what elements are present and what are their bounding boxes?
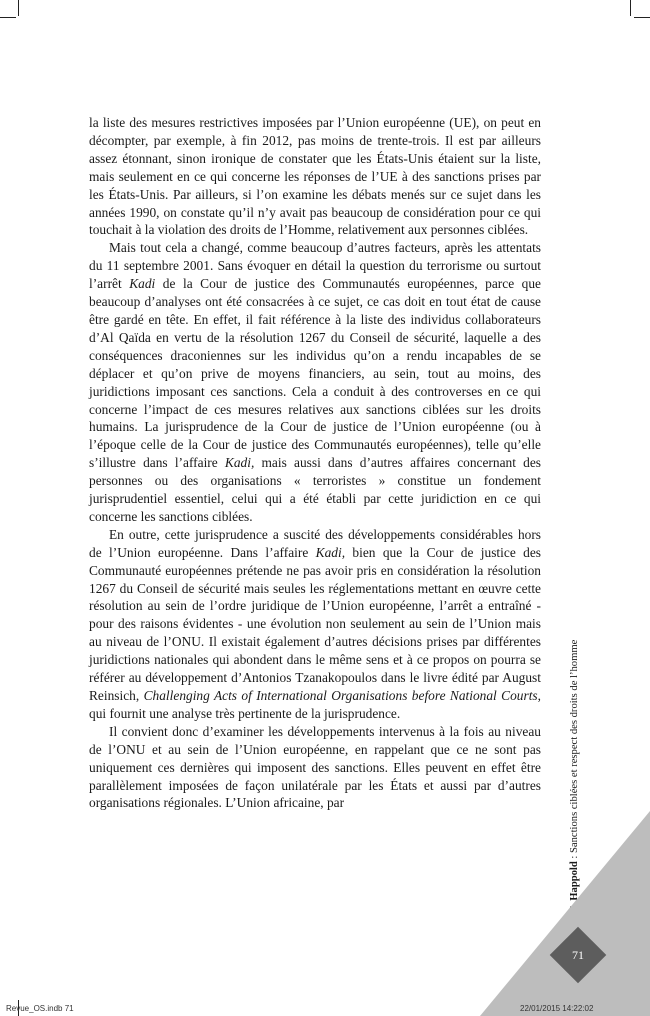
running-title-text: Sanctions ciblées et respect des droits de l’homme bbox=[569, 639, 580, 853]
corner-decoration bbox=[480, 811, 650, 1016]
text-run: , qui fournit une analyse très pertinente de la jurisprudence. bbox=[89, 688, 541, 721]
text-run: Il convient donc d’examiner les développements intervenus à la fois au niveau de l’ONU et au sein de l’Union européenne, en rappelant que ce ne sont pas uniquement ces dernières qui imposent des sanctions. Elles peuvent en effet être parallèlement imposées de façon unilatérale par les États et aussi par d’autres organisations régionales. L’Union africaine, par bbox=[89, 723, 541, 811]
crop-mark-top-left bbox=[18, 0, 19, 16]
text-run: bien que la Cour de justice des Communauté européennes prétende ne pas avoir pris en considération la résolution 1267 du Conseil de sécurité mais seules les réglementations mettant en œuvre cette résolution au sein de l’ordre juridique de l’Union européenne, l’arrêt a entraîné - pour des raisons évidentes - une évolution non seulement au sein de l’Union mais au niveau de l’ONU. Il existait également d’autres décisions prises par différentes juridictions nationales qui abondent dans le même sens et à ce propos on pourra se référer au développement d’Antonios Tzanakopoulos dans le livre édité par August Reinsich, bbox=[89, 544, 541, 703]
paragraph bbox=[89, 239, 541, 526]
italic-run: Kadi bbox=[129, 276, 156, 292]
paragraph bbox=[89, 526, 541, 723]
print-footer-right: 22/01/2015 14:22:02 bbox=[520, 1004, 594, 1013]
text-run: la liste des mesures restrictives imposées par l’Union européenne (UE), on peut en décompter, par exemple, à fin 2012, pas moins de trente-trois. Il est par ailleurs assez étonnant, sinon ironique de constater que les États-Unis étaient sur la liste, mais seulement en ce qui concerne les réponses de l’UE à des sanctions prises par les États-Unis. Par ailleurs, si l’on examine les débats menés sur ce sujet dans les années 1990, on constate qu’il n’y avait pas beaucoup de considération pour ce qui touchait à la violation des droits de l’Homme, relativement aux personnes ciblées. bbox=[89, 115, 541, 238]
print-footer-left: Revue_OS.indb 71 bbox=[6, 1004, 74, 1013]
italic-run: Challenging Acts of International Organisations before National Courts bbox=[143, 688, 538, 703]
italic-run: Kadi, bbox=[224, 455, 255, 471]
crop-mark-top-right-h bbox=[634, 17, 650, 18]
text-run: mais aussi dans d’autres affaires concernant des personnes ou des organisations « terroristes » constitue un fondement jurisprudentiel essentiel, celui qui a été établi par cette juridiction en ce qui concerne les sanctions ciblées. bbox=[89, 455, 541, 524]
crop-mark-top-right bbox=[630, 0, 631, 16]
crop-mark-top-left-h bbox=[0, 17, 16, 18]
text-run: de la Cour de justice des Communautés européennes, parce que beaucoup d’analyses ont été consacrées à ce sujet, ce cas doit en tout état de cause être gardé en tête. En effet, il fait référence à la liste des individus collaborateurs d’Al Qaïda en vertu de la résolution 1267 du Conseil de sécurité, laquelle a des conséquences draconiennes sur les individus qu’on a rendu incapables de se déplacer et qu’on prive de moyens financiers, au sein, tout au moins, des juridictions imposant ces sanctions. Cela a conduit à des controverses en ce qui concerne l’impact de ces mesures relatives aux sanctions ciblées sur les droits humains. La jurisprudence de la Cour de justice de l’Union européenne (ou à l’époque celle de la Cour de justice des Communautés européennes), telle qu’elle s’illustre dans l’affaire bbox=[89, 276, 541, 471]
paragraph bbox=[89, 114, 541, 239]
running-title-author: M. Happold bbox=[569, 861, 580, 916]
paragraph bbox=[89, 723, 541, 813]
body-text bbox=[89, 114, 541, 812]
running-title-separator: : bbox=[569, 853, 580, 862]
text-run: En outre, cette jurisprudence a suscité des développements considérables hors de l’Union européenne. Dans l’affaire bbox=[89, 526, 541, 560]
italic-run: Kadi, bbox=[315, 544, 346, 560]
text-run: Mais tout cela a changé, comme beaucoup d’autres facteurs, après les attentats du 11 septembre 2001. Sans évoquer en détail la question du terrorisme ou surtout l’arrêt bbox=[89, 240, 541, 292]
page-number: 71 bbox=[572, 948, 584, 962]
